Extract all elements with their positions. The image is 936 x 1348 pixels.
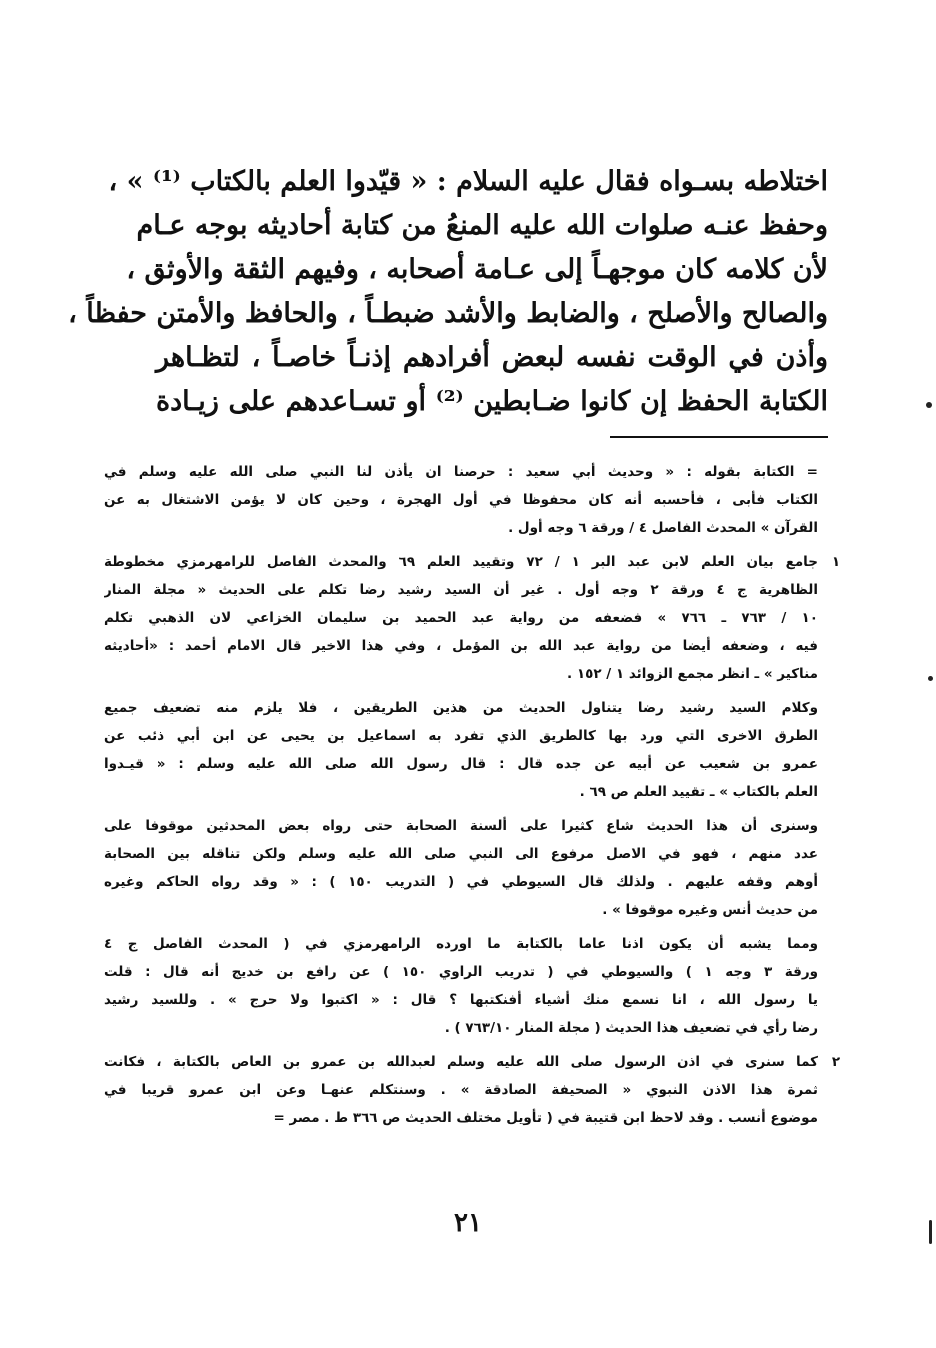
footnote-line: ثمرة هذا الاذن النبوي « الصحيفة الصادقة » . وسنتكلم عنهـا وعن ابن عمرو قريبا في xyxy=(104,1082,818,1098)
footnote-line: أوهم وقفه عليهم . ولذلك قال السيوطي في ( التدريب ١٥٠ ) : « وقد رواه الحاكم وغيره xyxy=(104,874,818,890)
footnote-line: فيه ، وضعفه أيضا من رواية عبد الله بن المؤمل ، وفي هذا الاخير قال الامام أحمد : «أحاديثه xyxy=(104,638,818,654)
footnote-line: = الكتابة بقوله : « وحديث أبي سعيد : حرصنا ان يأذن لنا النبي صلى الله عليه وسلم في xyxy=(104,464,818,480)
footnote-line: يا رسول الله ، انا نسمع منك أشياء أفنكتبها ؟ قال : « اكتبوا ولا حرج » . وللسيد رشيد xyxy=(104,992,818,1008)
footnote-block xyxy=(104,458,846,542)
footnote-line: القرآن » المحدث الفاصل ٤ / ورقة ٦ وجه أول . xyxy=(508,520,818,536)
scan-speck xyxy=(926,402,932,408)
footnote-number: ١ xyxy=(831,554,841,570)
footnote-block xyxy=(104,1048,846,1132)
main-text-line: وحفظ عنـه صلوات الله عليه المنعُ من كتابة أحاديثه بوجه عـام xyxy=(136,210,828,241)
main-text-line: والصالح والأصلح ، والضابط والأشد ضبطـاً ، والحافظ والأمتن حفظاً ، xyxy=(68,298,828,329)
footnote-block xyxy=(104,694,846,806)
footnote-line: وكلام السيد رشيد رضا يتناول الحديث من هذين الطريقين ، فلا يلزم منه تضعيف جميع xyxy=(104,700,818,716)
footnote-line: موضوع أنسب . وقد لاحظ ابن قتيبة في ( تأويل مختلف الحديث ص ٣٦٦ ط . مصر = xyxy=(273,1110,818,1126)
footnote-line: ومما يشبه أن يكون اذنا عاما بالكتابة ما اورده الرامهرمزي في ( المحدث الفاصل ج ٤ xyxy=(104,936,818,952)
footnote-line: رضا رأي في تضعيف هذا الحديث ( مجلة المنار ٧٦٣/١٠ ) . xyxy=(444,1020,818,1036)
footnote-block xyxy=(104,930,846,1042)
footnote-line: وسنرى أن هذا الحديث شاع كثيرا على ألسنة الصحابة حتى رواه بعض المحدثين موقوفا على xyxy=(104,818,818,834)
main-text-line: لأن كلامه كان موجهـاً إلى عـامة أصحابه ، وفيهم الثقة والأوثق ، xyxy=(126,254,828,285)
footnote-line: الظاهرية ج ٤ ورقة ٢ وجه أول . غير أن السيد رشيد رضا تكلم على الحديث « مجلة المنار xyxy=(104,582,818,598)
footnote-line: الكتاب فأبى ، فأحسبه أنه كان محفوظا في أول الهجرة ، وحين كان لا يؤمن الاشتغال به عن xyxy=(104,492,818,508)
scan-speck xyxy=(928,676,933,681)
footnote-block xyxy=(104,548,846,688)
footnote-separator xyxy=(610,436,828,438)
footnote-block xyxy=(104,812,846,924)
footnote-line: عدد منهم ، فهو في الاصل مرفوع الى النبي صلى الله عليه وسلم ولكن تناقله بين الصحابة xyxy=(104,846,818,862)
footnote-line: العلم بالكتاب » ـ تقييد العلم ص ٦٩ . xyxy=(579,784,818,800)
footnote-line: كما سنرى في اذن الرسول صلى الله عليه وسلم لعبدالله بن عمرو بن العاص بالكتابة ، فكانت xyxy=(104,1054,818,1070)
footnote-line: الطرق الاخرى التي ورد بها كالطريق الذي تفرد به اسماعيل بن يحيى عن ابن أبي ذئب عن xyxy=(104,728,818,744)
footnote-line: جامع بيان العلم لابن عبد البر ١ / ٧٢ وتقييد العلم ٦٩ والمحدث الفاصل للرامهرمزي مخطوطة xyxy=(104,554,818,570)
scan-speck xyxy=(929,1220,932,1244)
main-text-line: اختلاطه بسـواه فقال عليه السلام : « قيّدوا العلم بالكتاب ⁽¹⁾ » ، xyxy=(108,166,828,197)
footnote-line: من حديث أنس وغيره موقوفا » . xyxy=(602,902,818,918)
main-text-line: الكتابة الحفظ إن كانوا ضـابطين ⁽²⁾ أو تسـاعدهم على زيـادة xyxy=(156,386,828,417)
main-text-line: وأذن في الوقت نفسه لبعض أفرادهم إذنـاً خاصـاً ، لتظـاهر xyxy=(156,342,828,373)
footnote-number: ٢ xyxy=(831,1054,841,1070)
main-body-text xyxy=(68,160,828,424)
page-number: ٢١ xyxy=(454,1208,482,1238)
footnote-line: ورقة ٣ وجه ١ ) والسيوطي في ( تدريب الراوي ١٥٠ ) عن رافع بن خديج أنه قال : قلت xyxy=(104,964,818,980)
footnote-line: ١٠ / ٧٦٣ ـ ٧٦٦ » فضعفه من رواية عبد الحميد بن سليمان الخزاعي لان الذهبي تكلم xyxy=(104,610,818,626)
footnotes-section xyxy=(104,458,846,1138)
footnote-line: مناكير » ـ انظر مجمع الزوائد ١ / ١٥٢ . xyxy=(567,666,818,682)
footnote-line: عمرو بن شعيب عن أبيه عن جده قال : قال رسول الله صلى الله عليه وسلم : « قيـدوا xyxy=(104,756,818,772)
